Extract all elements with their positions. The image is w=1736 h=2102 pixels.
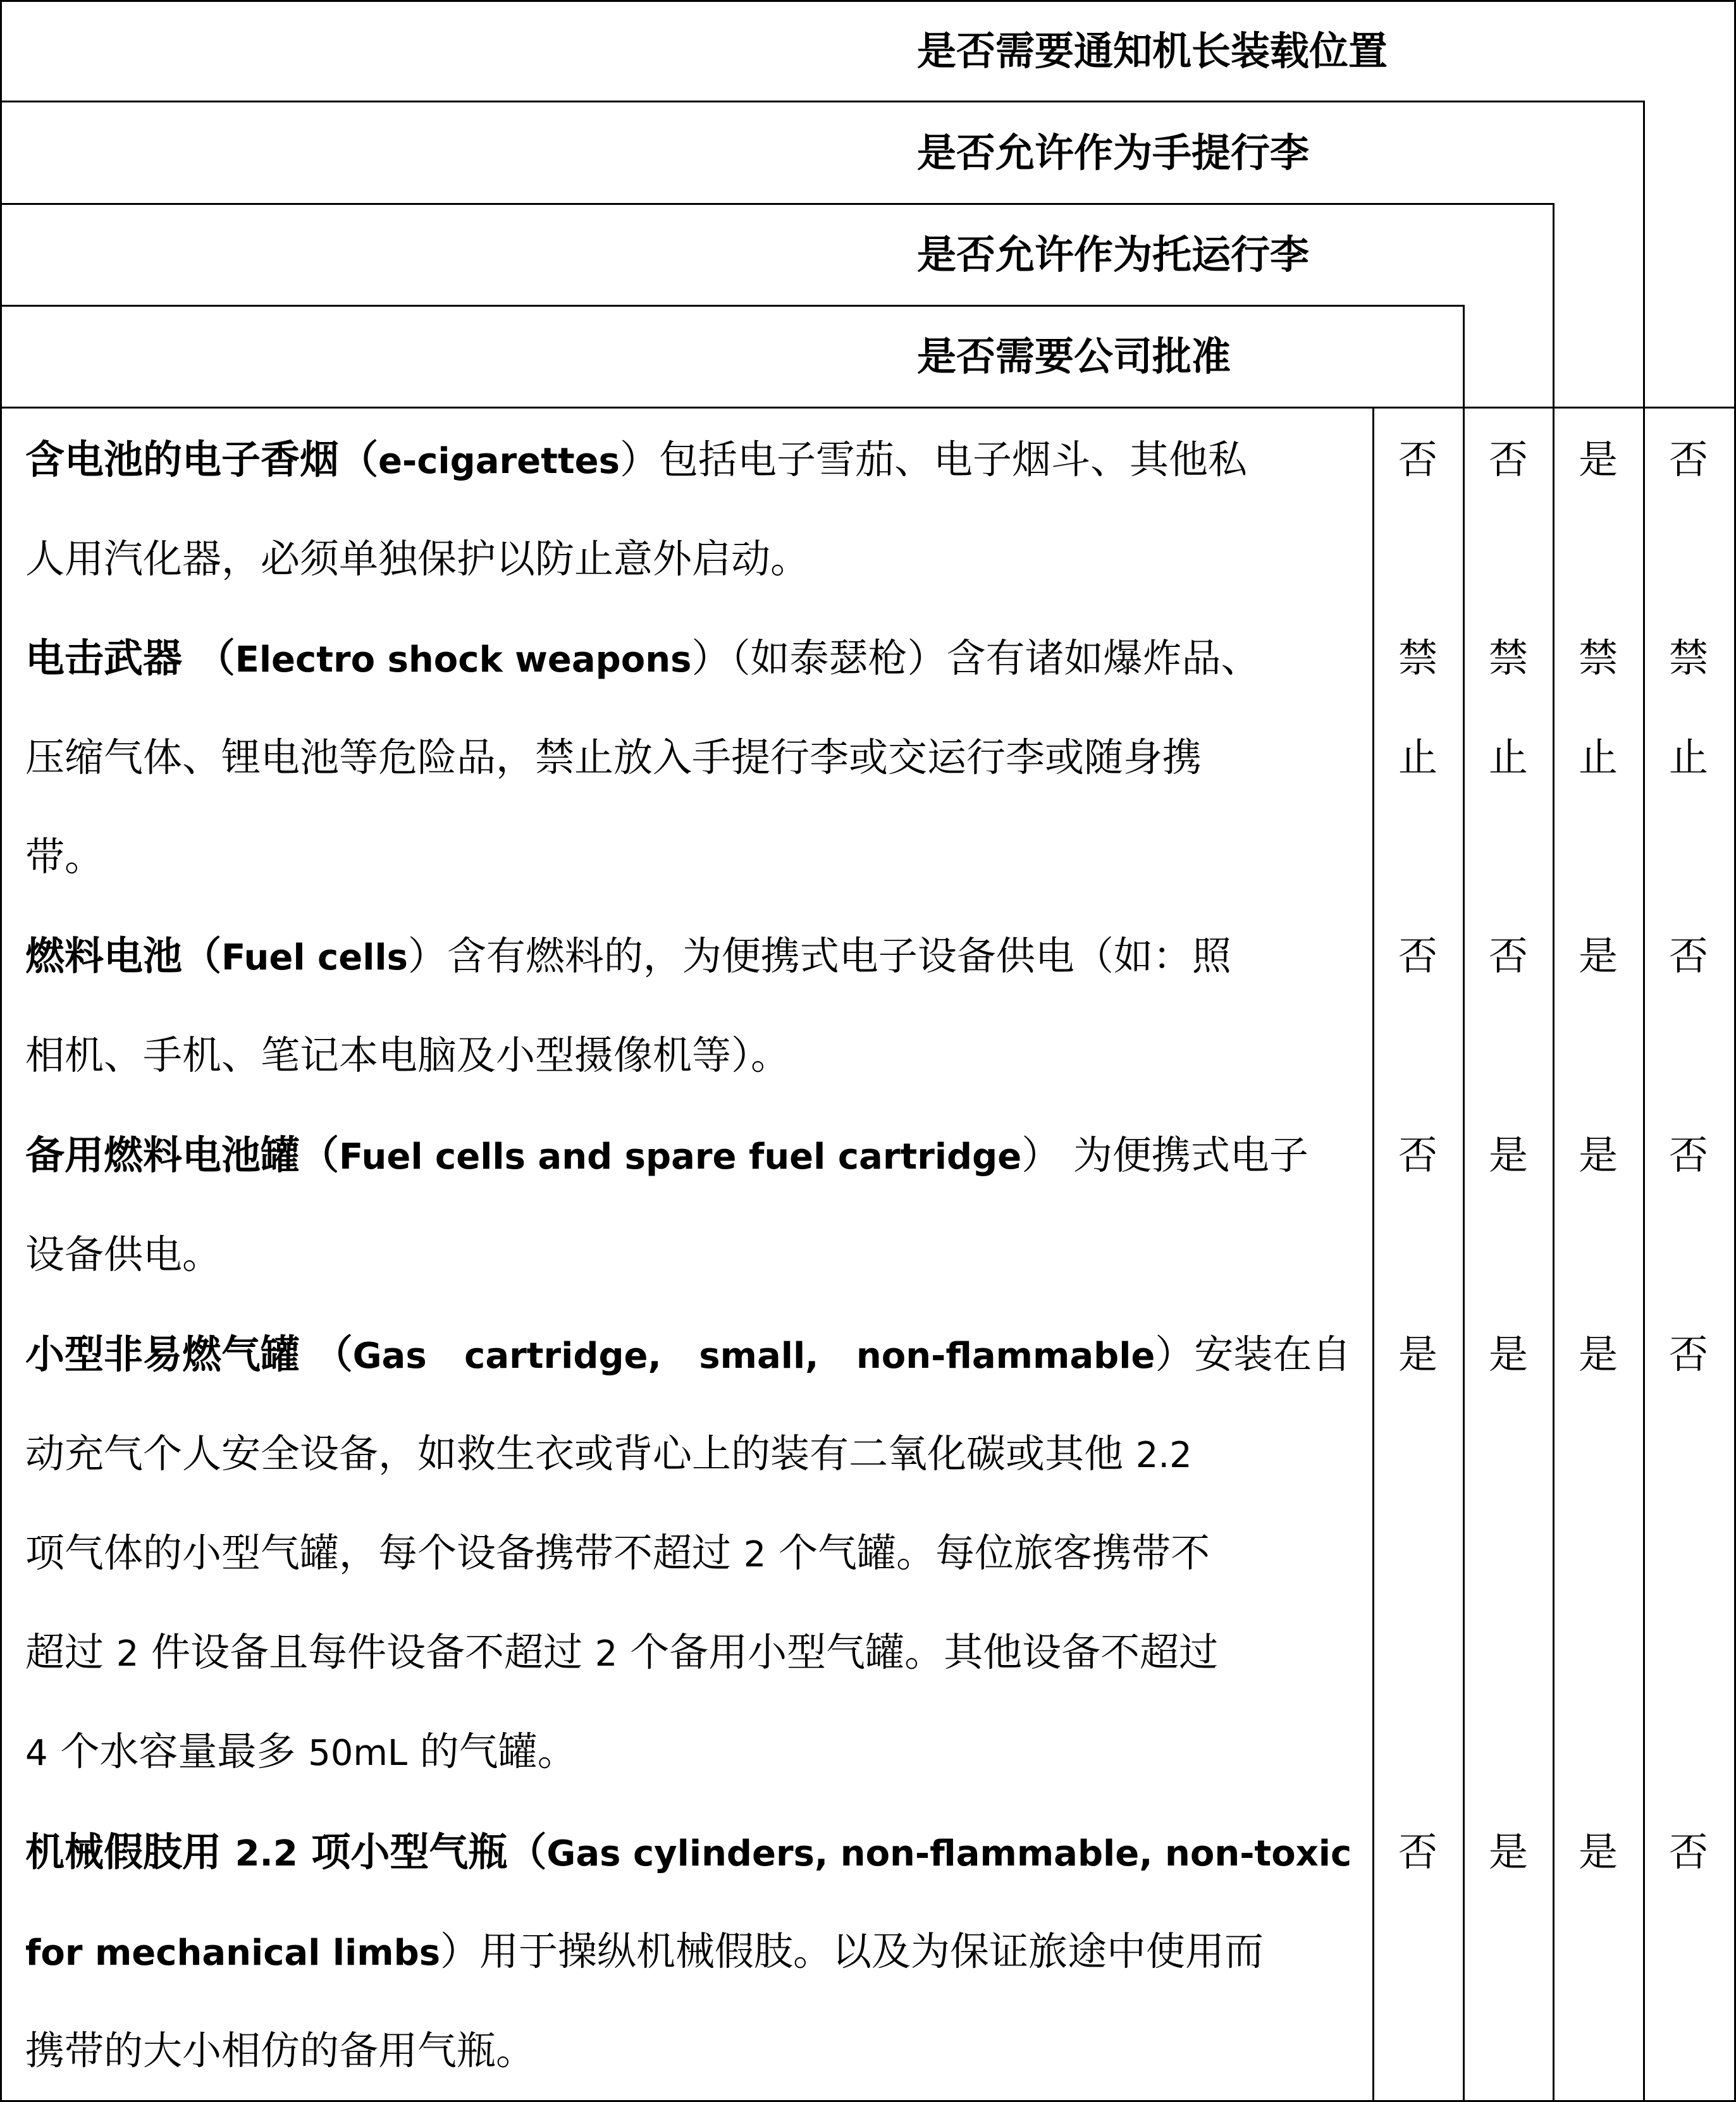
item-desc: 超过 bbox=[25, 1629, 116, 1675]
item-number: 2 bbox=[116, 1633, 139, 1675]
item-name: 备用燃料电池罐（ bbox=[25, 1132, 340, 1178]
item-number: 4 bbox=[25, 1733, 48, 1774]
item-number: 2.2 bbox=[1135, 1435, 1192, 1476]
item-desc: ）包括电子雪茄、电子烟斗、其他私 bbox=[619, 436, 1247, 482]
row-gas-cartridge-description bbox=[25, 1305, 1351, 1801]
item-desc: ） 为便携式电子 bbox=[1021, 1132, 1308, 1178]
item-name: 小型非易燃气罐 （ bbox=[25, 1331, 353, 1377]
cell-approval: 否 bbox=[1398, 1829, 1437, 1875]
cell-carry-on: 是 bbox=[1578, 1829, 1618, 1875]
cell-checked-forbidden: 禁 止 bbox=[1488, 635, 1528, 780]
item-desc: 项气体的小型气罐，每个设备携带不超过 bbox=[25, 1530, 744, 1576]
cell-approval: 否 bbox=[1398, 436, 1437, 482]
row-fuel-cells-description bbox=[25, 906, 1347, 1105]
item-name: 项小型气瓶（ bbox=[297, 1829, 547, 1875]
cell-checked: 是 bbox=[1488, 1331, 1528, 1377]
item-desc: 动充气个人安全设备，如救生衣或背心上的装有二氧化碳或其他 bbox=[25, 1430, 1136, 1477]
item-name-en: e-cigarettes bbox=[378, 441, 620, 482]
cell-approval: 否 bbox=[1398, 933, 1437, 979]
cell-captain-forbidden: 禁 止 bbox=[1668, 635, 1708, 780]
cell-carry-on: 是 bbox=[1578, 1331, 1618, 1377]
item-desc: ）（如泰瑟枪）含有诸如爆炸品、 bbox=[691, 635, 1260, 681]
item-desc: ）安装在自 bbox=[1155, 1331, 1351, 1377]
row-electro-shock-weapons-description bbox=[25, 608, 1347, 906]
header-checked: 是否允许作为托运行李 bbox=[917, 231, 1310, 278]
item-desc: 个备用小型气罐。其他设备不超过 bbox=[617, 1629, 1219, 1675]
header-carry-on: 是否允许作为手提行李 bbox=[917, 130, 1310, 176]
cell-approval: 否 bbox=[1398, 1132, 1437, 1178]
item-desc: 携带的大小相仿的备用气瓶。 bbox=[25, 2027, 536, 2074]
item-number: 2.2 bbox=[235, 1833, 298, 1874]
item-number: 50mL bbox=[308, 1733, 408, 1774]
item-desc: 设备供电。 bbox=[25, 1231, 222, 1277]
header-captain-notification: 是否需要通知机长装载位置 bbox=[917, 28, 1388, 74]
header-line-4 bbox=[0, 407, 1736, 409]
item-name-en: for mechanical limbs bbox=[25, 1933, 441, 1974]
cell-captain: 否 bbox=[1668, 436, 1708, 482]
header-line-2 bbox=[0, 203, 1554, 205]
item-name-en: Electro shock weapons bbox=[235, 639, 692, 680]
cell-captain: 否 bbox=[1668, 933, 1708, 979]
cell-carry-on: 是 bbox=[1578, 1132, 1618, 1178]
cell-checked: 否 bbox=[1488, 436, 1528, 482]
item-desc: 的气罐。 bbox=[407, 1728, 577, 1774]
item-desc: 压缩气体、锂电池等危险品，禁止放入手提行李或交运行李或随身携 bbox=[25, 734, 1202, 780]
cell-carry-on-forbidden: 禁 止 bbox=[1578, 635, 1618, 780]
cell-captain: 否 bbox=[1668, 1132, 1708, 1178]
cell-captain: 否 bbox=[1668, 1331, 1708, 1377]
header-line-3 bbox=[0, 305, 1464, 307]
cell-carry-on: 是 bbox=[1578, 436, 1618, 482]
cell-checked: 是 bbox=[1488, 1829, 1528, 1875]
item-desc: ）用于操纵机械假肢。以及为保证旅途中使用而 bbox=[440, 1928, 1264, 1974]
row-spare-fuel-cartridge-description bbox=[25, 1105, 1347, 1304]
row-e-cigarettes-description bbox=[25, 410, 1347, 608]
item-name: 燃料电池（ bbox=[25, 933, 222, 979]
item-name: 电击武器 （ bbox=[25, 635, 235, 681]
cell-approval: 是 bbox=[1398, 1331, 1437, 1377]
item-name: 机械假肢用 bbox=[25, 1829, 235, 1875]
header-company-approval: 是否需要公司批准 bbox=[917, 333, 1231, 379]
item-desc: 相机、手机、笔记本电脑及小型摄像机等）。 bbox=[25, 1032, 791, 1078]
cell-captain: 否 bbox=[1668, 1829, 1708, 1875]
cell-approval-forbidden: 禁 止 bbox=[1398, 635, 1437, 780]
item-desc: 件设备且每件设备不超过 bbox=[139, 1629, 595, 1675]
row-gas-cylinders-description bbox=[25, 1802, 1352, 2100]
item-desc: 个水容量最多 bbox=[47, 1728, 309, 1774]
item-desc: ）含有燃料的，为便携式电子设备供电（如：照 bbox=[407, 933, 1231, 979]
item-number: 2 bbox=[743, 1534, 766, 1575]
cell-carry-on: 是 bbox=[1578, 933, 1618, 979]
item-name-en: Gas cartridge, small, non-flammable bbox=[352, 1336, 1155, 1377]
item-name-en: Gas cylinders, non-flammable, non-toxic bbox=[546, 1833, 1352, 1874]
item-number: 2 bbox=[594, 1633, 618, 1675]
table-top-border bbox=[0, 0, 1736, 2]
item-name-en: Fuel cells and spare fuel cartridge bbox=[339, 1136, 1022, 1177]
item-desc: 人用汽化器，必须单独保护以防止意外启动。 bbox=[25, 536, 810, 582]
cell-checked: 是 bbox=[1488, 1132, 1528, 1178]
table-left-border bbox=[0, 0, 2, 2102]
cell-checked: 否 bbox=[1488, 933, 1528, 979]
item-desc: 个气罐。每位旅客携带不 bbox=[766, 1530, 1210, 1576]
item-desc: 带。 bbox=[25, 833, 104, 880]
header-line-1 bbox=[0, 101, 1644, 102]
item-name: 含电池的电子香烟（ bbox=[25, 436, 379, 482]
item-name-en: Fuel cells bbox=[221, 937, 408, 978]
